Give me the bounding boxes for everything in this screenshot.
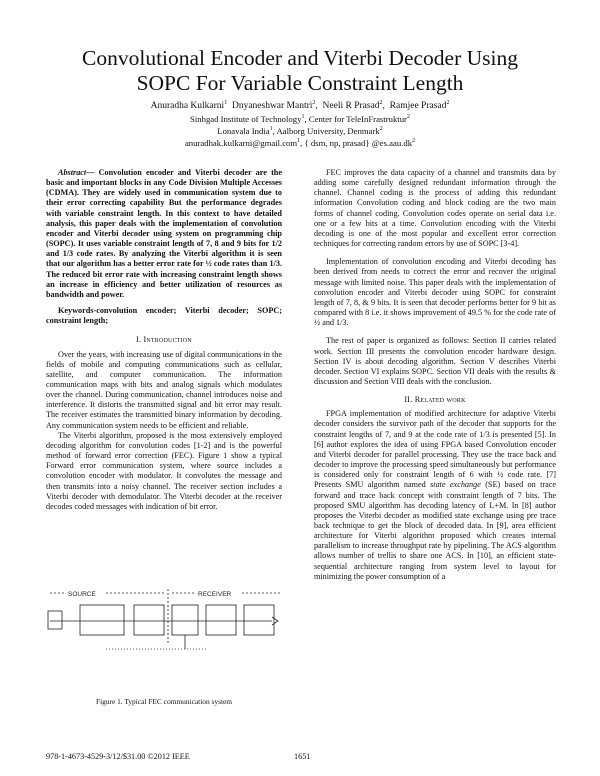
output-arrow: [272, 617, 278, 625]
modulator-block: [134, 605, 164, 635]
paragraph: FEC improves the data capacity of a channel and transmits data by adding some carefully designed redundant information through the channel. Channel coding is the process of adding this redundant information Convolution coding and block coding are the two main forms of channel coding. Convolution codes operate on serial data i.e. one or a few bits at a time. Convolution encoding with the Viterbi decoding is one of the most popular and excellent error correction techniques for correcting random errors by use of SOPC [3-4].: [314, 168, 556, 249]
keywords: Keywords-convolution encoder; Viterbi decoder; SOPC; constraint length;: [46, 306, 282, 326]
paper-title-line-1: Convolutional Encoder and Viterbi Decoder Using: [82, 46, 518, 70]
figure-caption: Figure 1. Typical FEC communication system: [95, 697, 233, 706]
author-name: Neeli R Prasad: [322, 101, 380, 111]
encoder-block: [80, 605, 124, 635]
author-name: Ramjee Prasad: [389, 101, 447, 111]
footer-isbn: 978-1-4673-4529-3/12/$31.00 ©2012 IEEE: [46, 752, 190, 761]
paragraph: Implementation of convolution encoding and Viterbi decoding has been derived from needs to correct the error and recover the original message with limited noise. This paper deals with the implementation of convolution encoder and Viterbi decoder using SOPC for constraint length of 7, 8, & 9 bits. It is seen that decoder performs better for 9 bit as compared with 8 i.e. it shows improvement of 49.5 % for the code rate of ½ and 1/3.: [314, 257, 556, 328]
section-heading-related-work: II. Related work: [404, 395, 466, 405]
author-list: Anuradha Kulkarni$^1$ Dnyaneshwar Mantri$^2$, Neeli R Prasad$^2$, Ramjee Prasad$^2$: [150, 99, 450, 111]
left-column: [46, 168, 282, 512]
page-number: 1651: [294, 752, 311, 761]
paragraph: Over the years, with increasing use of digital communications in the fields of mobile and computing communications such as cellular, satellite, and computer communication. The information communication maps with bits and analog signals which modulates over the channel. During communication, channel introduces noise and interference. It distorts the transmitted signal and bit error may result. The receiver estimates the transmitted binary information by decoding. Any communication system needs to be efficient and reliable.: [46, 349, 282, 430]
paragraph: The Viterbi algorithm, proposed is the most extensively employed decoding algorithm for convolution codes [1-2] and is the powerful method of forward error correction (FEC). Figure 1 show a typical Forward error communication system, where source includes a convolution encoder with modulator. It convolutes the message and then transmits into a noisy channel. The receiver section includes a Viterbi decoder with demodulator. The Viterbi decoder at the receiver decodes coded messages with indication of bit error.: [46, 430, 282, 511]
email-link[interactable]: anuradhak.kulkarni@gmail.com: [184, 138, 298, 148]
channel-block: [172, 605, 198, 635]
paragraph: The rest of paper is organized as follows: Section II carries related work. Section III presents the convolution encoder hardware design. Section IV is about decoding algorithm. Section V describes Viterbi decoder. Section VI explains SOPC. Section VII deals with the results & discussion and Section VIII deals with the conclusion.: [314, 336, 556, 386]
fec-system-diagram: [46, 585, 282, 687]
author-name: Anuradha Kulkarni: [150, 101, 225, 111]
affiliation-line-1: Sinhgad Institute of Technology$^1$, Center for TeleInFrastruktur$^2$: [190, 114, 410, 124]
demodulator-block: [206, 605, 236, 635]
decoder-block: [244, 605, 274, 635]
paragraph: FPGA implementation of modified architecture for adaptive Viterbi decoder considers the survivor path of the decoder that supports for the constraint lengths of 7, and 9 at the code rate of 1/3 is presented [5]. In [6] author explores the idea of using FPGA based Convolution encoder and Viterbi decoder for parallel processing. They use the trace back and decoder to improve the processing speed simultaneously but performance is considered only for constraint length of 6 with ½ code rate. [7] Presents SMU algorithm named state exchange (SE) based on trace forward and trace back concept with constraint length of 7 bits. The proposed SMU algorithm has decoding latency of L+M. In [8] author proposes the Viterbi decoder as modified state exchange using pre trace back technique to get the block of decoded data. In [9], area efficient architecture for Viterbi algorithm proposed which creates internal parallelism to increase throughput rate by pipelining. The ACS algorithm allows number of trellis to share one ACS. In [10], an efficient state-sequential architecture ranging from system level to layout for minimizing the power consumption of a: [314, 409, 556, 581]
section-heading-introduction: I. Introduction: [136, 335, 192, 345]
source-label: SOURCE: [68, 591, 96, 598]
right-column: [314, 168, 556, 582]
abstract-label: Abstract—: [58, 168, 95, 177]
paper-title-line-2: SOPC For Variable Constraint Length: [136, 71, 464, 95]
input-block: [48, 611, 62, 629]
abstract: [46, 168, 282, 300]
author-name: Dnyaneshwar Mantri: [231, 101, 313, 111]
email-line: anuradhak.kulkarni@gmail.com$^1$, { dsm, np, prasad} $@es.aau.dk^2$: [184, 138, 416, 148]
abstract-text: Convolution encoder and Viterbi decoder are the basic and important blocks in any Code Division Multiple Accesses (CDMA). They are widely used in communication system due to their error correcting capability But the performance degrades with variable constraint length. In this context to have detailed analysis, this paper deals with the implementation of convolution encoder and Viterbi decoder using system on programming chip (SOPC). It uses variable constraint length of 7, 8 and 9 bits for 1/2 and 1/3 code rates. By analyzing the Viterbi algorithm it is seen that our algorithm has a better error rate for ½ code rates than 1/3. The reduced bit error rate with increasing constraint length shows an increase in efficiency and better utilization of resources as bandwidth and power.: [46, 168, 282, 299]
receiver-label: RECEIVER: [198, 591, 232, 598]
affiliation-line-2: Lonavala India$^1$, Aalborg University, Denmark$^2$: [217, 126, 383, 136]
